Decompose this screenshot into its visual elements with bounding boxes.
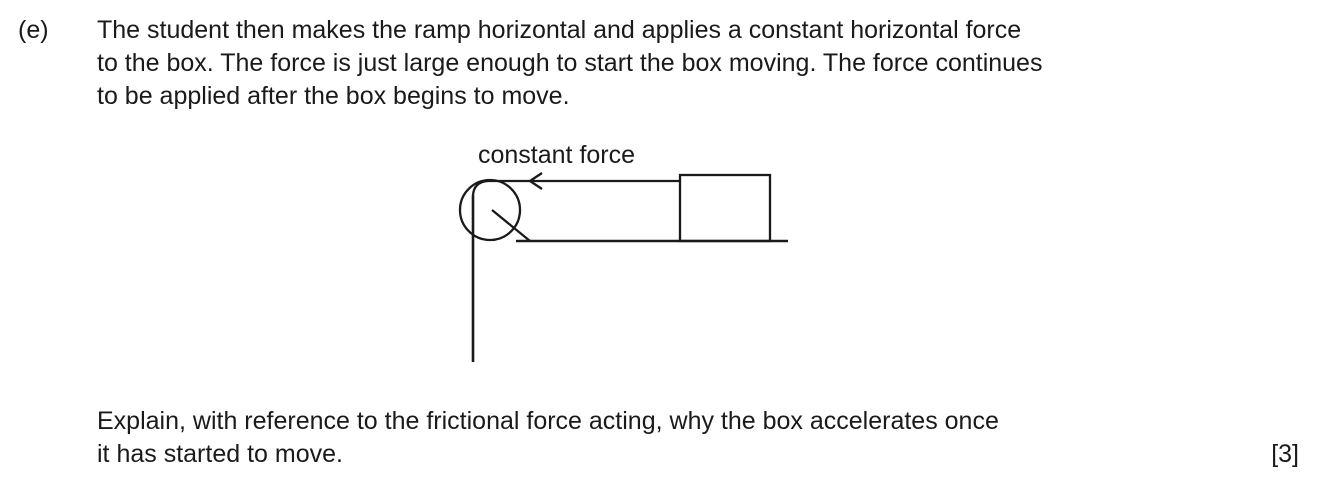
diagram-caption-constant-force: constant force: [478, 141, 636, 169]
pulley-circle: [460, 180, 520, 240]
question-line-1: The student then makes the ramp horizontal and applies a constant horizontal force: [97, 16, 1022, 44]
box-rectangle: [680, 175, 770, 241]
question-line-3: to be applied after the box begins to move.: [97, 82, 570, 110]
pulley-radius-line: [492, 210, 530, 241]
physics-diagram: [430, 140, 850, 380]
diagram-svg: [430, 140, 850, 380]
question-label: (e): [18, 16, 49, 44]
closing-line-2: it has started to move.: [97, 440, 343, 468]
question-line-2: to the box. The force is just large enough to start the box moving. The force continues: [97, 49, 1043, 77]
marks-allocation: [3]: [1271, 440, 1299, 468]
closing-instruction: [97, 405, 1207, 471]
question-text: [97, 14, 1227, 113]
closing-line-1: Explain, with reference to the frictional force acting, why the box accelerates once: [97, 407, 999, 435]
